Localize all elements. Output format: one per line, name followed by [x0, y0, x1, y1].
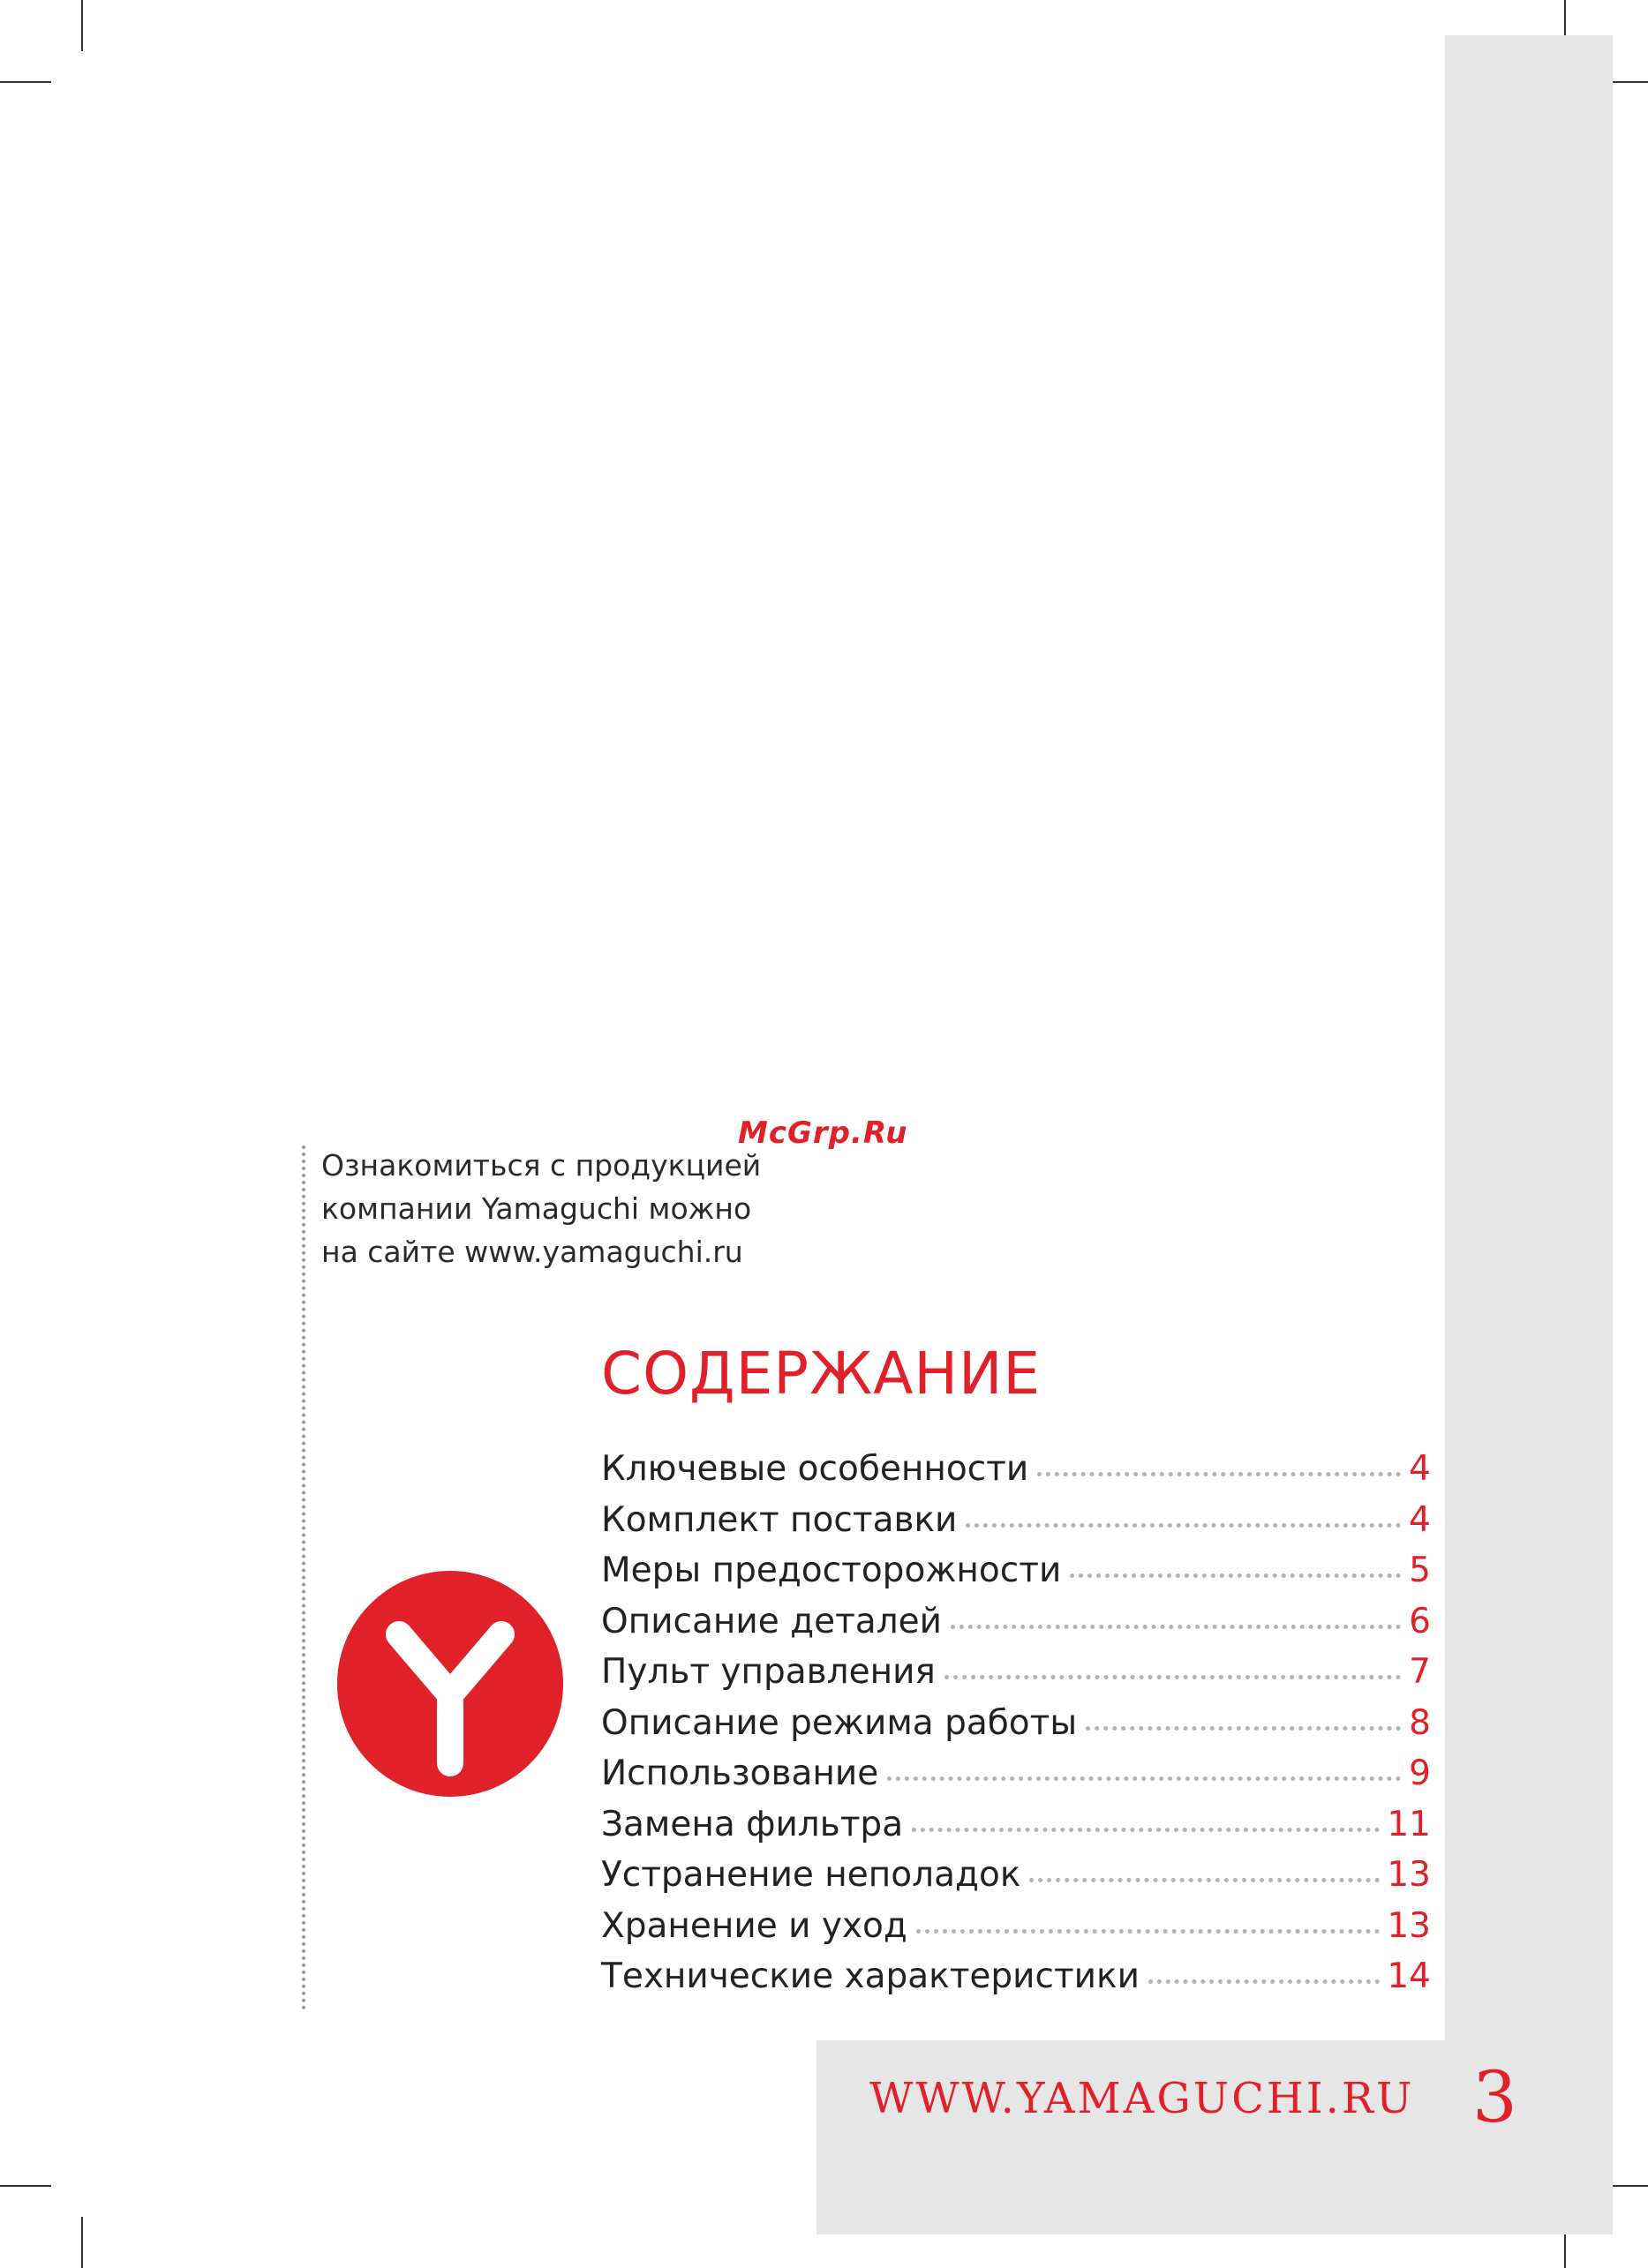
- toc-entry-page: 14: [1387, 1956, 1431, 1996]
- toc-entry[interactable]: [601, 1551, 1431, 1602]
- intro-text: [321, 1144, 816, 1273]
- toc-entry-page: 13: [1387, 1905, 1431, 1946]
- toc-leader: [951, 1625, 1401, 1629]
- toc-entry[interactable]: [601, 1956, 1431, 2008]
- watermark: McGrp.Ru: [738, 1115, 908, 1151]
- side-panel: [1445, 35, 1613, 2234]
- toc-leader: [1148, 1979, 1380, 1984]
- crop-mark: [0, 81, 51, 83]
- dotted-divider: [302, 1145, 305, 2010]
- toc-leader: [944, 1675, 1401, 1679]
- toc-entry-page: 7: [1409, 1652, 1431, 1692]
- table-of-contents: [601, 1449, 1431, 2008]
- toc-entry-label: Хранение и уход: [601, 1905, 907, 1946]
- yamaguchi-y-logo-icon: [337, 1571, 563, 1797]
- toc-entry-label: Пульт управления: [601, 1652, 936, 1692]
- intro-line: компании Yamaguchi можно: [321, 1191, 752, 1226]
- toc-entry-label: Использование: [601, 1754, 879, 1793]
- toc-entry-label: Описание деталей: [601, 1601, 942, 1641]
- toc-leader: [1086, 1726, 1401, 1731]
- toc-entry-label: Меры предосторожности: [601, 1551, 1062, 1590]
- toc-entry-page: 4: [1409, 1499, 1431, 1540]
- page-number: 3: [1472, 2056, 1517, 2138]
- crop-mark: [0, 2185, 51, 2187]
- toc-entry[interactable]: [601, 1855, 1431, 1906]
- toc-leader: [1070, 1573, 1401, 1578]
- toc-leader: [1037, 1472, 1401, 1476]
- toc-entry-page: 9: [1409, 1754, 1431, 1793]
- toc-leader: [912, 1828, 1380, 1832]
- toc-leader: [1029, 1878, 1380, 1882]
- toc-entry-page: 13: [1387, 1855, 1431, 1895]
- footer-website-link[interactable]: WWW.YAMAGUCHI.RU: [869, 2074, 1415, 2123]
- toc-leader: [887, 1776, 1401, 1781]
- crop-mark: [81, 0, 83, 51]
- toc-entry-page: 11: [1387, 1804, 1431, 1844]
- intro-line: на сайте www.yamaguchi.ru: [321, 1235, 743, 1269]
- toc-title: СОДЕРЖАНИЕ: [601, 1340, 1042, 1408]
- toc-entry-page: 5: [1409, 1551, 1431, 1590]
- intro-line: Ознакомиться с продукцией: [321, 1148, 762, 1183]
- toc-entry-page: 8: [1409, 1702, 1431, 1743]
- toc-entry[interactable]: [601, 1500, 1431, 1551]
- toc-entry[interactable]: [601, 1703, 1431, 1754]
- toc-entry[interactable]: [601, 1602, 1431, 1653]
- crop-mark: [81, 2217, 83, 2268]
- toc-entry[interactable]: [601, 1449, 1431, 1500]
- toc-entry-label: Описание режима работы: [601, 1702, 1078, 1743]
- toc-leader: [966, 1523, 1401, 1528]
- toc-leader: [916, 1929, 1381, 1934]
- toc-entry-page: 6: [1409, 1601, 1431, 1641]
- toc-entry[interactable]: [601, 1805, 1431, 1856]
- toc-entry-page: 4: [1409, 1449, 1431, 1489]
- toc-entry[interactable]: [601, 1906, 1431, 1957]
- toc-entry-label: Ключевые особенности: [601, 1449, 1029, 1489]
- toc-entry[interactable]: [601, 1652, 1431, 1703]
- toc-entry[interactable]: [601, 1754, 1431, 1805]
- toc-entry-label: Комплект поставки: [601, 1499, 958, 1540]
- toc-entry-label: Технические характеристики: [601, 1956, 1140, 1996]
- toc-entry-label: Замена фильтра: [601, 1804, 904, 1844]
- toc-entry-label: Устранение неполадок: [601, 1855, 1021, 1895]
